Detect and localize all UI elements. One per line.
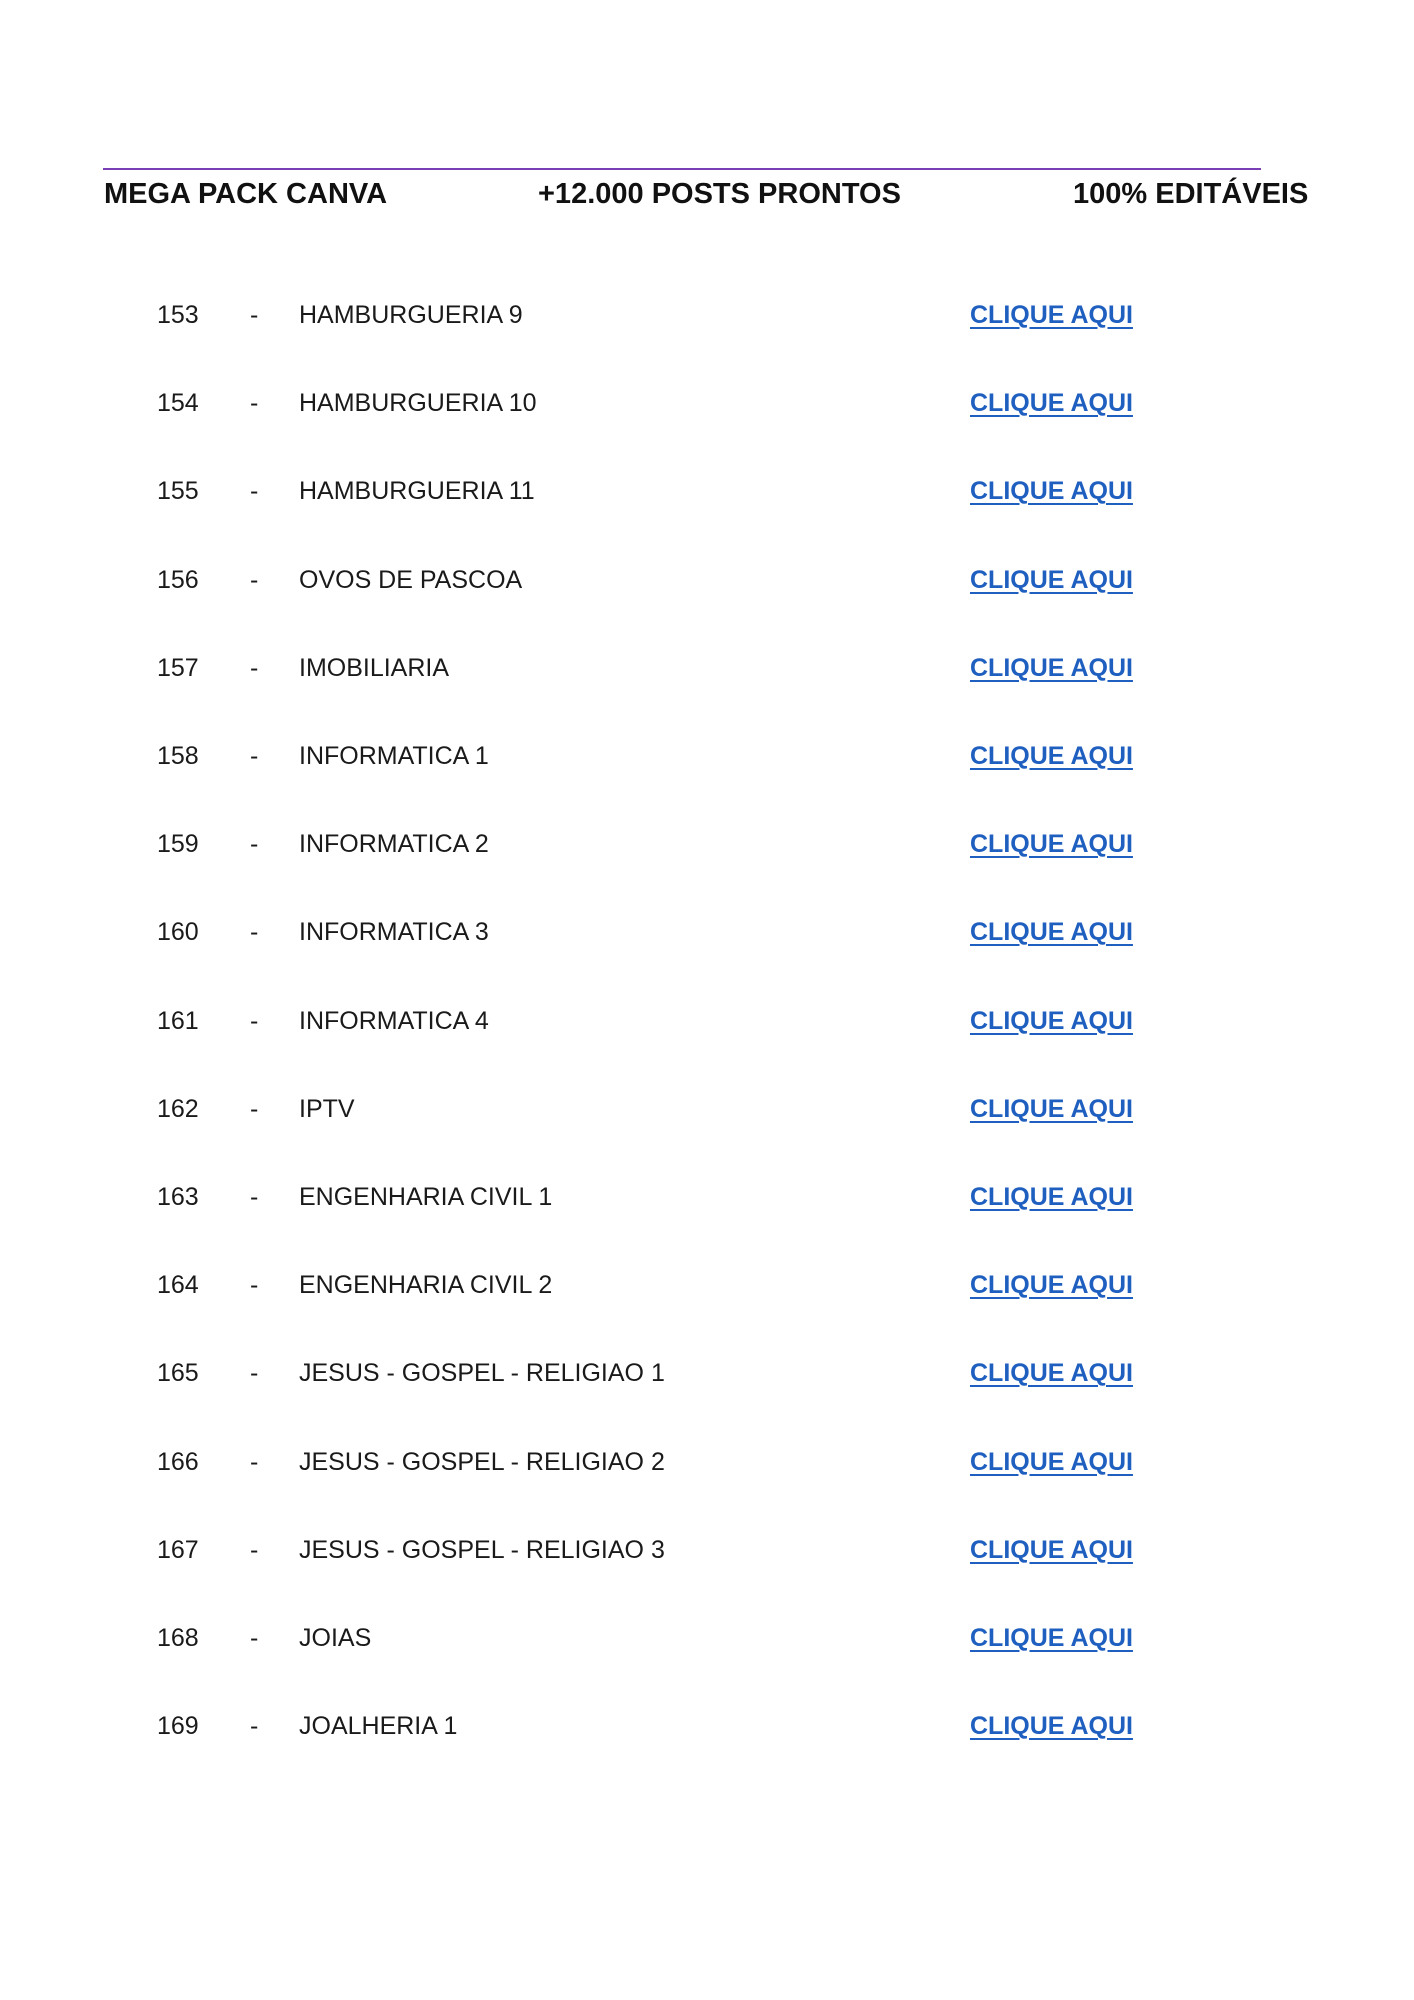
list-item <box>0 1001 1414 1041</box>
list-item <box>0 1618 1414 1658</box>
item-number: 159 <box>157 830 199 859</box>
clique-aqui-link[interactable]: CLIQUE AQUI <box>970 1006 1133 1035</box>
list-item <box>0 1265 1414 1305</box>
item-name: INFORMATICA 1 <box>299 742 489 770</box>
list-item <box>0 1442 1414 1482</box>
list-item <box>0 1706 1414 1746</box>
item-number: 162 <box>157 1094 199 1123</box>
clique-aqui-link[interactable]: CLIQUE AQUI <box>970 742 1133 770</box>
clique-aqui-link[interactable]: CLIQUE AQUI <box>970 1183 1133 1211</box>
item-name: ENGENHARIA CIVIL 1 <box>299 1183 553 1211</box>
item-name: INFORMATICA 3 <box>299 918 489 947</box>
item-number: 156 <box>157 565 199 594</box>
item-number: 158 <box>157 742 199 770</box>
item-name: IMOBILIARIA <box>299 653 450 682</box>
item-number: 167 <box>157 1535 199 1564</box>
clique-aqui-link[interactable]: CLIQUE AQUI <box>970 1447 1133 1476</box>
item-name: INFORMATICA 4 <box>299 1006 489 1035</box>
clique-aqui-link[interactable]: CLIQUE AQUI <box>970 301 1133 329</box>
item-number: 154 <box>157 389 199 418</box>
item-name: JESUS - GOSPEL - RELIGIAO 2 <box>299 1447 665 1476</box>
list-item <box>0 1353 1414 1393</box>
item-separator: - <box>250 1094 259 1123</box>
list-item <box>0 824 1414 864</box>
item-name: IPTV <box>299 1094 355 1123</box>
item-number: 153 <box>157 301 199 329</box>
clique-aqui-link[interactable]: CLIQUE AQUI <box>970 1535 1133 1564</box>
item-number: 157 <box>157 653 199 682</box>
clique-aqui-link[interactable]: CLIQUE AQUI <box>970 1712 1133 1741</box>
item-separator: - <box>250 1006 259 1035</box>
item-name: JESUS - GOSPEL - RELIGIAO 1 <box>299 1359 665 1388</box>
item-separator: - <box>250 477 259 506</box>
item-number: 163 <box>157 1183 199 1211</box>
list-item <box>0 383 1414 423</box>
item-separator: - <box>250 830 259 859</box>
clique-aqui-link[interactable]: CLIQUE AQUI <box>970 1624 1133 1652</box>
clique-aqui-link[interactable]: CLIQUE AQUI <box>970 1359 1133 1388</box>
list-item <box>0 471 1414 511</box>
item-name: JOALHERIA 1 <box>299 1712 458 1741</box>
item-separator: - <box>250 1447 259 1476</box>
item-number: 161 <box>157 1006 199 1035</box>
item-name: OVOS DE PASCOA <box>299 565 523 594</box>
item-separator: - <box>250 653 259 682</box>
list-item <box>0 736 1414 776</box>
item-number: 164 <box>157 1271 199 1300</box>
item-name: HAMBURGUERIA 9 <box>299 301 523 329</box>
list-item <box>0 295 1414 335</box>
item-number: 165 <box>157 1359 199 1388</box>
clique-aqui-link[interactable]: CLIQUE AQUI <box>970 1271 1133 1300</box>
item-separator: - <box>250 742 259 770</box>
item-name: JESUS - GOSPEL - RELIGIAO 3 <box>299 1535 665 1564</box>
item-number: 169 <box>157 1712 199 1741</box>
item-separator: - <box>250 1271 259 1300</box>
list-item <box>0 648 1414 688</box>
item-number: 166 <box>157 1447 199 1476</box>
list-item <box>0 1089 1414 1129</box>
item-number: 168 <box>157 1624 199 1652</box>
item-separator: - <box>250 1183 259 1211</box>
list-item <box>0 912 1414 952</box>
header-title-left: MEGA PACK CANVA <box>104 178 388 210</box>
clique-aqui-link[interactable]: CLIQUE AQUI <box>970 477 1133 506</box>
item-separator: - <box>250 565 259 594</box>
item-name: HAMBURGUERIA 11 <box>299 477 535 506</box>
item-name: ENGENHARIA CIVIL 2 <box>299 1271 553 1300</box>
clique-aqui-link[interactable]: CLIQUE AQUI <box>970 1094 1133 1123</box>
list-item <box>0 1530 1414 1570</box>
clique-aqui-link[interactable]: CLIQUE AQUI <box>970 918 1133 947</box>
item-number: 155 <box>157 477 199 506</box>
clique-aqui-link[interactable]: CLIQUE AQUI <box>970 653 1133 682</box>
item-separator: - <box>250 918 259 947</box>
clique-aqui-link[interactable]: CLIQUE AQUI <box>970 565 1133 594</box>
clique-aqui-link[interactable]: CLIQUE AQUI <box>970 389 1133 418</box>
item-name: INFORMATICA 2 <box>299 830 489 859</box>
item-separator: - <box>250 301 259 329</box>
item-number: 160 <box>157 918 199 947</box>
clique-aqui-link[interactable]: CLIQUE AQUI <box>970 830 1133 859</box>
item-separator: - <box>250 1359 259 1388</box>
item-separator: - <box>250 389 259 418</box>
item-separator: - <box>250 1712 259 1741</box>
item-name: JOIAS <box>299 1624 372 1652</box>
list-item <box>0 560 1414 600</box>
item-separator: - <box>250 1535 259 1564</box>
header-title-right: 100% EDITÁVEIS <box>1073 178 1309 210</box>
list-item <box>0 1177 1414 1217</box>
item-separator: - <box>250 1624 259 1652</box>
item-name: HAMBURGUERIA 10 <box>299 389 537 418</box>
header-title-center: +12.000 POSTS PRONTOS <box>538 178 901 210</box>
